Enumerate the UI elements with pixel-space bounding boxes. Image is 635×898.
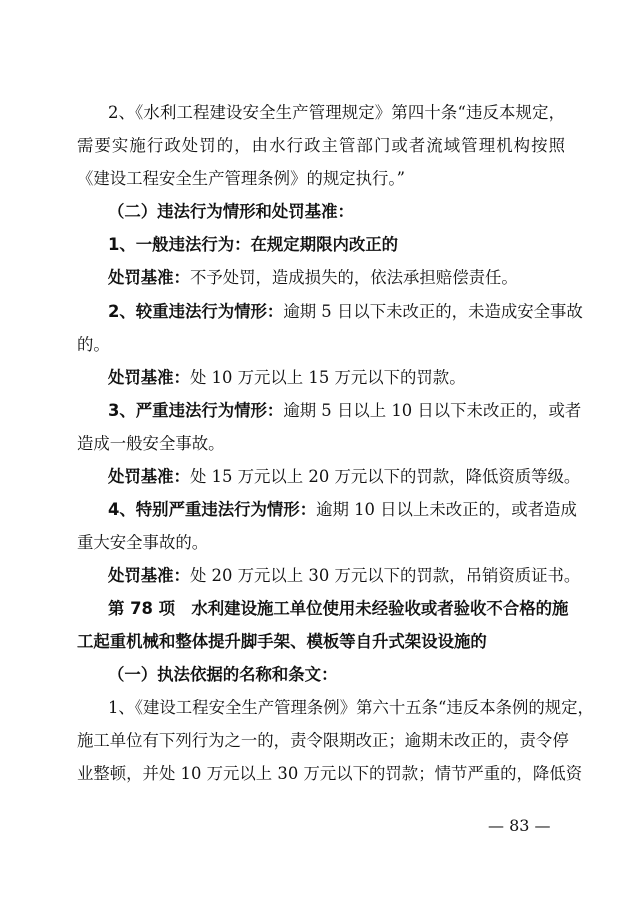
paragraph-line: 业整顿，并处 10 万元以上 30 万元以下的罚款；情节严重的，降低资 <box>77 764 583 783</box>
page-number: — 83 — <box>488 816 551 835</box>
penalty-label: 处罚基准： <box>108 268 190 287</box>
penalty-text: 处 15 万元以上 20 万元以下的罚款，降低资质等级。 <box>189 467 581 486</box>
item-title: 第 78 项 水利建设施工单位使用未经验收或者验收不合格的施 <box>108 599 569 618</box>
subsection-heading: 1、一般违法行为：在规定期限内改正的 <box>108 235 399 254</box>
violation-text: 逾期 5 日以上 10 日以下未改正的，或者 <box>283 401 582 420</box>
paragraph-line: 需要实施行政处罚的，由水行政主管部门或者流域管理机构按照 <box>77 136 565 155</box>
penalty-text: 处 20 万元以上 30 万元以下的罚款，吊销资质证书。 <box>189 566 581 585</box>
penalty-text: 处 10 万元以上 15 万元以下的罚款。 <box>189 368 466 387</box>
violation-label: 2、较重违法行为情形： <box>108 302 284 321</box>
paragraph-line: 重大安全事故的。 <box>77 533 209 552</box>
paragraph-line: 2、《水利工程建设安全生产管理规定》第四十条“违反本规定， <box>108 103 565 122</box>
violation-label: 4、特别严重违法行为情形： <box>108 500 317 519</box>
penalty-label: 处罚基准： <box>108 566 190 585</box>
paragraph-line: 《建设工程安全生产管理条例》的规定执行。” <box>77 169 405 188</box>
section-heading: （一）执法依据的名称和条文： <box>108 665 338 684</box>
paragraph-line: 的。 <box>77 335 110 354</box>
violation-text: 逾期 5 日以下未改正的，未造成安全事故 <box>283 302 583 321</box>
penalty-line <box>108 366 565 390</box>
violation-text: 逾期 10 日以上未改正的，或者造成 <box>316 500 577 519</box>
item-title-continued: 工起重机械和整体提升脚手架、模板等自升式架设设施的 <box>77 632 487 651</box>
section-heading: （二）违法行为情形和处罚基准： <box>108 202 354 221</box>
violation-line <box>108 399 582 423</box>
penalty-label: 处罚基准： <box>108 368 190 387</box>
violation-label: 3、严重违法行为情形： <box>108 401 284 420</box>
penalty-text: 不予处罚，造成损失的，依法承担赔偿责任。 <box>189 268 518 287</box>
paragraph-line: 造成一般安全事故。 <box>77 434 225 453</box>
paragraph-line: 施工单位有下列行为之一的，责令限期改正；逾期未改正的，责令停 <box>77 731 569 750</box>
violation-line <box>108 498 577 522</box>
violation-line <box>108 300 583 324</box>
penalty-line <box>108 465 581 489</box>
penalty-line <box>108 564 581 588</box>
penalty-label: 处罚基准： <box>108 467 190 486</box>
paragraph-line: 1、《建设工程安全生产管理条例》第六十五条“违反本条例的规定， <box>108 698 594 717</box>
penalty-line <box>108 266 565 290</box>
